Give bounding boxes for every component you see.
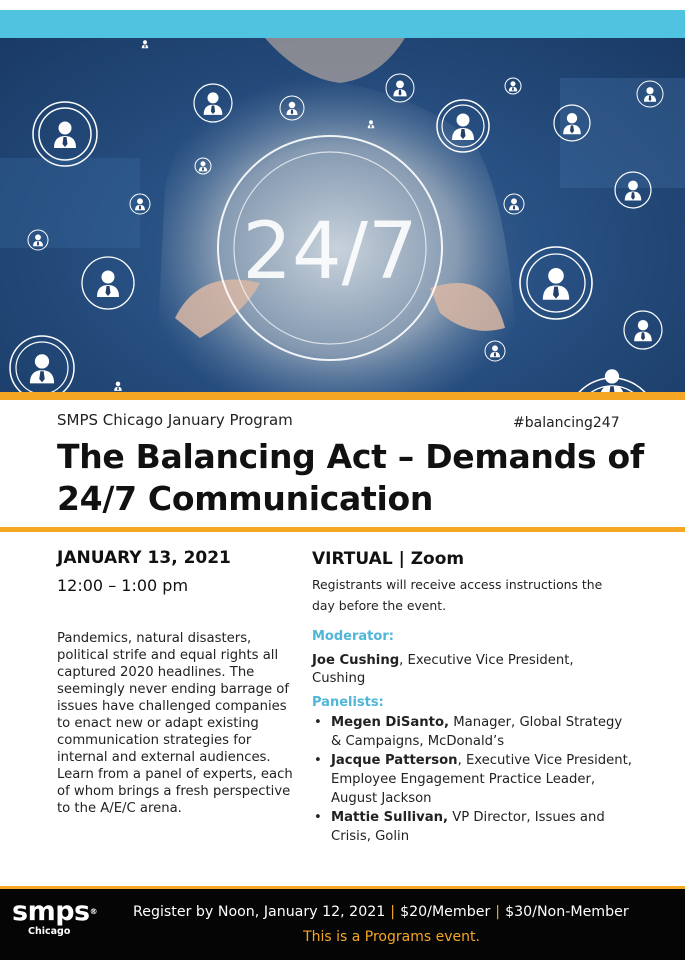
logo-trademark: ® [89, 907, 98, 916]
panelist-title: , Executive Vice President, Employee Engagement Practice Leader, August Jackson [331, 753, 632, 806]
separator: | [390, 904, 396, 920]
moderator-entry [312, 652, 622, 688]
moderator-title: , Executive Vice President, Cushing [312, 653, 574, 686]
event-time: 12:00 – 1:00 pm [57, 576, 189, 595]
event-description: Pandemics, natural disasters, political strife and equal rights all captured 2020 headlines. The seemingly never ending barrage of issues have challenged companies to enact new or adapt existing communication strategies for internal and external audiences. Learn from a panel of experts, each of whom brings a fresh perspective to the A/E/C arena. [57, 631, 293, 816]
moderator-name: Joe Cushing [312, 653, 400, 668]
panelist-name: Megen DiSanto, [331, 715, 450, 730]
event-title: The Balancing Act – Demands of 24/7 Communication [57, 437, 644, 518]
panelists-label: Panelists: [312, 695, 384, 710]
event-hashtag: #balancing247 [513, 415, 620, 431]
logo-wordmark: smps [12, 896, 90, 927]
top-border [0, 0, 685, 10]
panelist-title: Manager, Global Strategy & Campaigns, McDonald’s [331, 715, 623, 749]
program-eyebrow: SMPS Chicago January Program [57, 411, 293, 429]
nonmember-price: $30/Non-Member [505, 904, 629, 920]
panelist-list [312, 713, 632, 846]
registration-line [133, 904, 629, 920]
hero-illustration [0, 38, 685, 392]
accent-divider [0, 527, 685, 532]
hero-image [0, 38, 685, 392]
member-price: $20/Member [400, 904, 491, 920]
hero-center-text: 24/7 [242, 207, 418, 297]
logo-chapter: Chicago [28, 926, 71, 937]
footer-accent [0, 886, 685, 889]
top-cyan-band [0, 10, 685, 38]
panelist-item [312, 713, 632, 751]
event-date: JANUARY 13, 2021 [57, 548, 231, 568]
bullet-icon: • [314, 715, 322, 730]
panelist-name: Mattie Sullivan, [331, 810, 449, 825]
panelist-item [312, 808, 632, 846]
panelist-item [312, 751, 632, 808]
access-note: Registrants will receive access instructions the day before the event. [312, 577, 603, 613]
panelist-name: Jacque Patterson [331, 753, 458, 768]
bullet-icon: • [314, 810, 322, 825]
bullet-icon: • [314, 753, 322, 768]
separator: | [495, 904, 501, 920]
accent-divider [0, 392, 685, 400]
moderator-label: Moderator: [312, 629, 394, 644]
programs-note: This is a Programs event. [303, 929, 480, 945]
register-deadline: Register by Noon, January 12, 2021 [133, 904, 386, 920]
panelist-title: VP Director, Issues and Crisis, Golin [331, 810, 605, 844]
event-venue: VIRTUAL | Zoom [312, 549, 465, 569]
